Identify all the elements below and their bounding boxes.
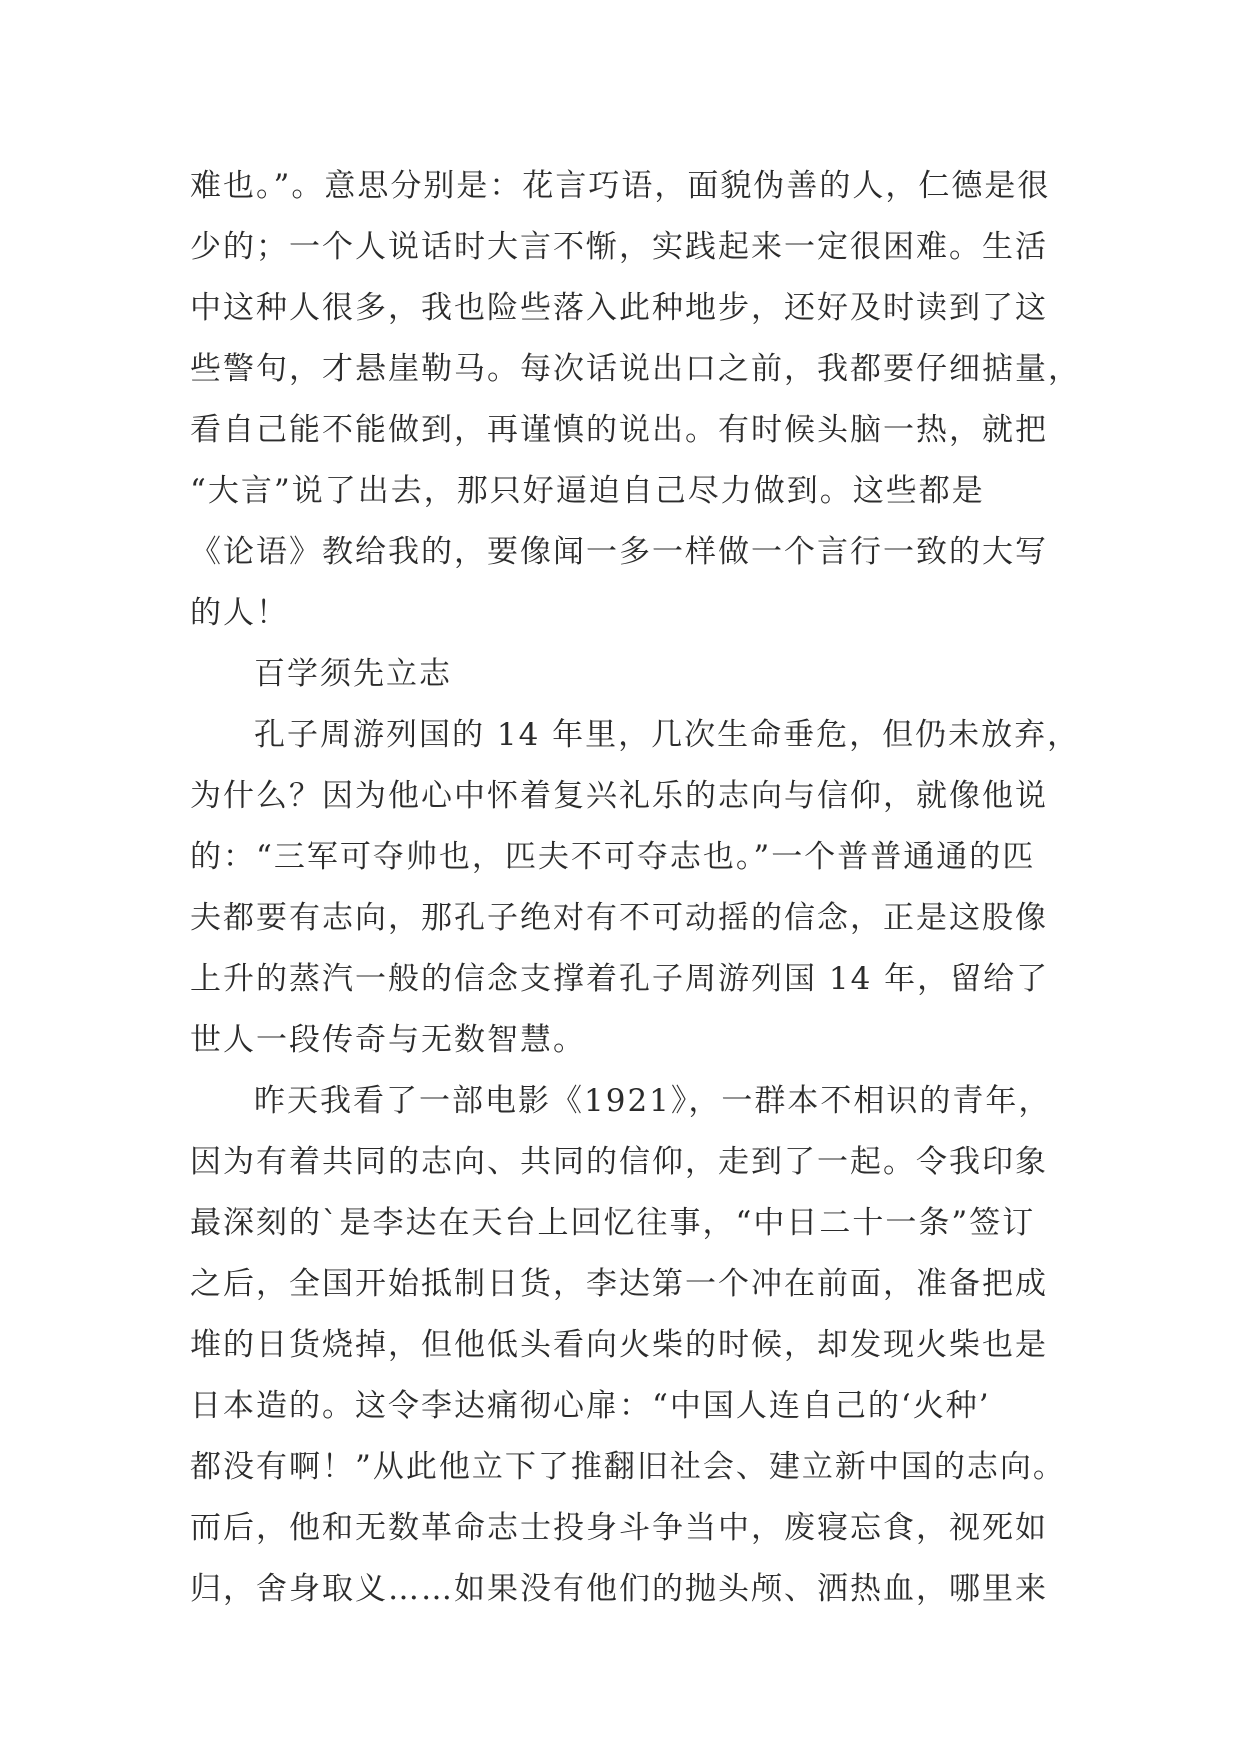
text-line: 些警句，才悬崖勒马。每次话说出口之前，我都要仔细掂量， xyxy=(190,351,1081,387)
text-line: 上升的蒸汽一般的信念支撑着孔子周游列国 14 年，留给了 xyxy=(190,961,1050,997)
text-line: 为什么？因为他心中怀着复兴礼乐的志向与信仰，就像他说 xyxy=(190,778,1048,814)
text-line: 世人一段传奇与无数智慧。 xyxy=(190,1022,586,1058)
body-text xyxy=(190,156,1081,1620)
paragraph-first-line: 昨天我看了一部电影《1921》，一群本不相识的青年， xyxy=(254,1083,1052,1119)
text-line: 归，舍身取义……如果没有他们的抛头颅、洒热血，哪里来 xyxy=(190,1571,1048,1607)
text-line: 夫都要有志向，那孔子绝对有不可动摇的信念，正是这股像 xyxy=(190,900,1048,936)
text-line: 的人！ xyxy=(190,595,289,631)
text-line: 而后，他和无数革命志士投身斗争当中，废寝忘食，视死如 xyxy=(190,1510,1048,1546)
text-line: 堆的日货烧掉，但他低头看向火柴的时候，却发现火柴也是 xyxy=(190,1327,1048,1363)
text-line: 之后，全国开始抵制日货，李达第一个冲在前面，准备把成 xyxy=(190,1266,1048,1302)
text-line: 因为有着共同的志向、共同的信仰，走到了一起。令我印象 xyxy=(190,1144,1048,1180)
text-line: 日本造的。这令李达痛彻心扉：“中国人连自己的‘火种’ xyxy=(190,1388,991,1424)
text-line: 《论语》教给我的，要像闻一多一样做一个言行一致的大写 xyxy=(190,534,1048,570)
text-line: 看自己能不能做到，再谨慎的说出。有时候头脑一热，就把 xyxy=(190,412,1048,448)
section-heading: 百学须先立志 xyxy=(254,656,452,692)
text-line: “大言”说了出去，那只好逼迫自己尽力做到。这些都是 xyxy=(190,473,985,509)
text-line: 少的；一个人说话时大言不惭，实践起来一定很困难。生活 xyxy=(190,229,1048,265)
text-line: 都没有啊！”从此他立下了推翻旧社会、建立新中国的志向。 xyxy=(190,1449,1066,1485)
paragraph-first-line: 孔子周游列国的 14 年里，几次生命垂危，但仍未放弃， xyxy=(254,717,1081,753)
text-line: 的：“三军可夺帅也，匹夫不可夺志也。”一个普普通通的匹 xyxy=(190,839,1036,875)
text-line: 最深刻的`是李达在天台上回忆往事，“中日二十一条”签订 xyxy=(190,1205,1036,1241)
text-line: 中这种人很多，我也险些落入此种地步，还好及时读到了这 xyxy=(190,290,1048,326)
text-line: 难也。”。意思分别是：花言巧语，面貌伪善的人，仁德是很 xyxy=(190,168,1051,204)
